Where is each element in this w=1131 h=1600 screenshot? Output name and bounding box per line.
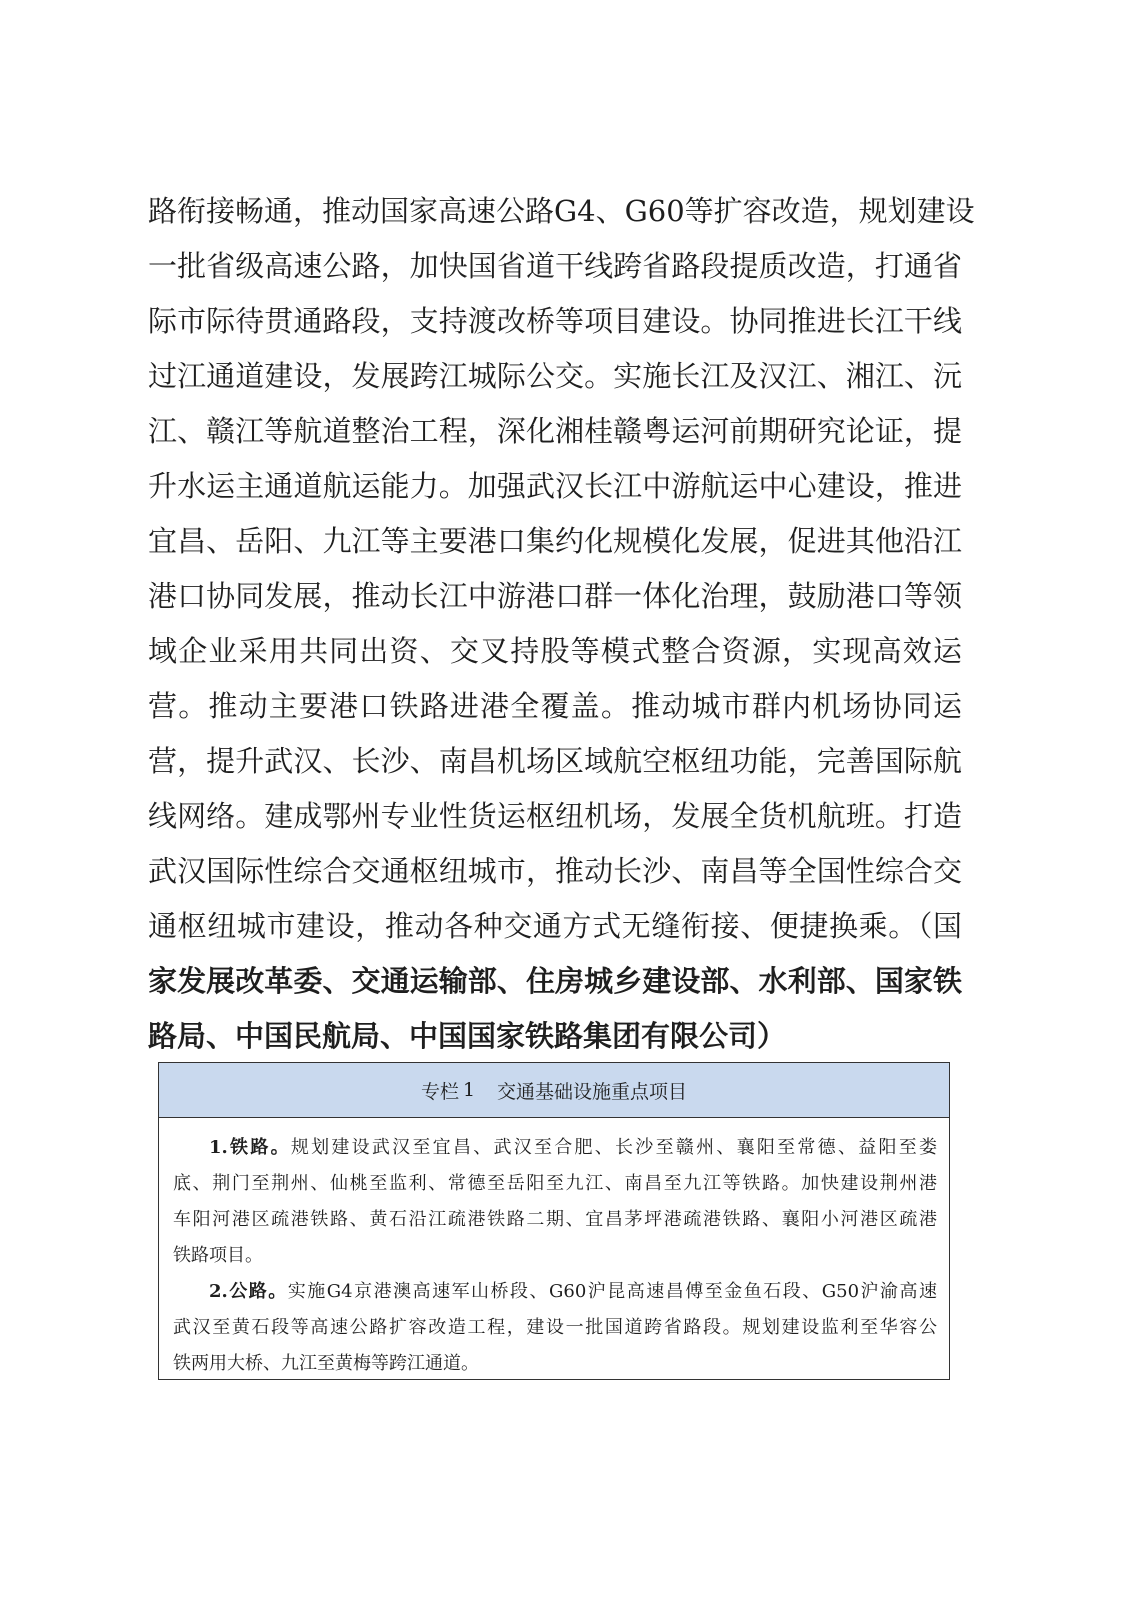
body-line: 域企业采用共同出资、交叉持股等模式整合资源，实现高效运 (148, 634, 962, 668)
responsible-departments-line: 家发展改革委、交通运输部、住房城乡建设部、水利部、国家铁 (148, 964, 962, 998)
body-line: 过江通道建设，发展跨江城际公交。实施长江及汉江、湘江、沅 (148, 359, 962, 393)
feature-box-body (159, 1118, 949, 1382)
body-line: 通枢纽城市建设，推动各种交通方式无缝衔接、便捷换乘。（国 (148, 909, 962, 943)
highway-item-line: 铁两用大桥、九江至黄梅等跨江通道。 (173, 1353, 479, 1374)
body-line: 宜昌、岳阳、九江等主要港口集约化规模化发展，促进其他沿江 (148, 524, 962, 558)
feature-box (158, 1062, 950, 1380)
body-line: 路衔接畅通，推动国家高速公路G4、G60等扩容改造，规划建设 (148, 194, 975, 228)
body-line: 线网络。建成鄂州专业性货运枢纽机场，发展全货机航班。打造 (148, 799, 962, 833)
responsible-departments-line: 路局、中国民航局、中国国家铁路集团有限公司） (148, 1019, 787, 1053)
highway-item-text: 实施G4京港澳高速军山桥段、G60沪昆高速昌傅至金鱼石段、G50沪渝高速 (287, 1281, 937, 1302)
highway-item-line: 2.公路。实施G4京港澳高速军山桥段、G60沪昆高速昌傅至金鱼石段、G50沪渝高速 (209, 1281, 937, 1302)
feature-box-header (159, 1063, 949, 1118)
feature-box-number: 1 (462, 1079, 476, 1101)
feature-box-title: 交通基础设施重点项目 (497, 1080, 688, 1103)
body-line: 一批省级高速公路，加快国省道干线跨省路段提质改造，打通省 (148, 249, 962, 283)
railway-item-line: 车阳河港区疏港铁路、黄石沿江疏港铁路二期、宜昌茅坪港疏港铁路、襄阳小河港区疏港 (173, 1209, 937, 1230)
railway-item-line: 1.铁路。规划建设武汉至宜昌、武汉至合肥、长沙至赣州、襄阳至常德、益阳至娄 (209, 1137, 937, 1158)
highway-item-line: 武汉至黄石段等高速公路扩容改造工程，建设一批国道跨省路段。规划建设监利至华容公 (173, 1317, 937, 1338)
body-line: 武汉国际性综合交通枢纽城市，推动长沙、南昌等全国性综合交 (148, 854, 962, 888)
body-line: 江、赣江等航道整治工程，深化湘桂赣粤运河前期研究论证，提 (148, 414, 962, 448)
railway-item-line: 底、荆门至荆州、仙桃至监利、常德至岳阳至九江、南昌至九江等铁路。加快建设荆州港 (173, 1173, 937, 1194)
railway-item-line: 铁路项目。 (173, 1245, 263, 1266)
body-paragraph (148, 184, 975, 1064)
feature-box-label: 专栏 (420, 1080, 459, 1103)
body-line: 际市际待贯通路段，支持渡改桥等项目建设。协同推进长江干线 (148, 304, 962, 338)
railway-item-text: 规划建设武汉至宜昌、武汉至合肥、长沙至赣州、襄阳至常德、益阳至娄 (290, 1137, 937, 1158)
body-line: 营。推动主要港口铁路进港全覆盖。推动城市群内机场协同运 (148, 689, 962, 723)
body-line: 营，提升武汉、长沙、南昌机场区域航空枢纽功能，完善国际航 (148, 744, 962, 778)
body-line: 升水运主通道航运能力。加强武汉长江中游航运中心建设，推进 (148, 469, 962, 503)
body-line: 港口协同发展，推动长江中游港口群一体化治理，鼓励港口等领 (148, 579, 962, 613)
